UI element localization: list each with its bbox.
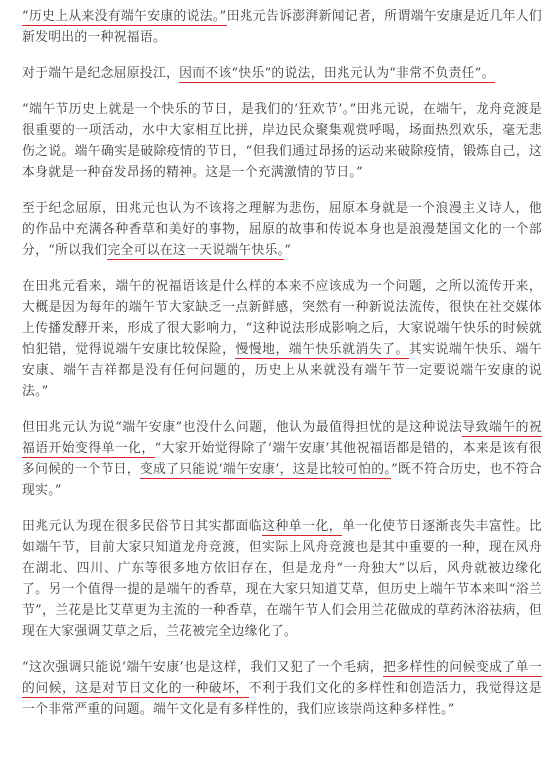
paragraph-text: 田兆元告诉澎湃新闻记者，所谓端午安康是近几年人们新发明出的一种祝福语。 [22, 9, 542, 45]
highlighted-text: 这种单一化， [262, 519, 343, 534]
highlighted-text: 完全可以在这一天说端午快乐。 [107, 243, 285, 258]
highlighted-text: 因而不该“快乐”的说法，田兆元认为“非常不负责任”。 [179, 66, 495, 81]
article-paragraph [22, 63, 542, 84]
article-paragraph [22, 276, 542, 402]
paragraph-text: 不利于我们文化的多样性和创造活力，我觉得这是一个非常严重的问题。端午文化是有多样性的，我们应该崇尚这种多样性。” [22, 681, 542, 717]
article-paragraph [22, 99, 542, 183]
article-paragraph [22, 6, 542, 48]
article-body [22, 6, 542, 735]
paragraph-text: 其实说端午快乐、端午安康、端午吉祥都是没有任何问题的，历史上从来就没有端午节一定要说端午安康的说法。” [22, 342, 543, 399]
paragraph-text: 在田兆元看来，端午的祝福语该是什么样的本来不应该成为一个问题，之所以流传开来，大概是因为每年的端午节大家缺乏一点新鲜感，突然有一种新说法流传，很快在社交媒体上传播发酵开来，形成了很大影响力，“这种说法形成影响之后，大家说端午快乐的时候就怕犯错，觉得说端午安康比较保险， [22, 279, 542, 357]
highlighted-text: 变成了只能说‘端午安康’，这是比较可怕的。 [139, 462, 392, 477]
article-paragraph [22, 417, 542, 501]
paragraph-text: 对于端午是纪念屈原投江， [22, 66, 180, 81]
article-paragraph [22, 198, 542, 261]
paragraph-text: 但田兆元认为说“端午安康”也没什么问题，他认为最值得担忧的是这种说法 [22, 420, 463, 435]
paragraph-text: ”既不符合历史，也不符合现实。” [22, 462, 542, 498]
paragraph-text: 单一化使节日逐渐丧失丰富性。比如端午节，目前大家只知道龙舟竞渡，但实际上风舟竞渡也是其中重要的一种，现在风舟在湖北、四川、广东等很多地方依旧存在，但是龙舟“一舟独大”以后，风舟就被边缘化了。另一个值得一提的是端午的香草，现在大家只知道艾草，但历史上端午节本来叫“浴兰节”，兰花是比艾草更为主流的一种香草，在端午节人们会用兰花做成的草药沐浴祛病，但现在大家强调艾草之后，兰花被完全边缘化了。 [22, 519, 542, 639]
highlighted-text: “历史上从来没有端午安康的说法。” [22, 9, 227, 24]
paragraph-text: “端午节历史上就是一个快乐的节日，是我们的‘狂欢节’。”田兆元说，在端午，龙舟竞渡是很重要的一项活动，水中大家相互比拼，岸边民众聚集观赏呼喝，场面热烈欢乐，毫无悲伤之说。端午确实是破除疫情的节日，“但我们通过昂扬的运动来破除疫情，锻炼自己，这本身就是一种奋发昂扬的精神。这是一个充满激情的节日。” [22, 102, 542, 180]
highlighted-text: 把多样性的问候变成了单一的问候，这是对节日文化的一种破坏， [22, 660, 542, 696]
highlighted-text: 慢慢地，端午快乐就消失了。 [235, 342, 409, 357]
paragraph-text: 至于纪念屈原，田兆元也认为不该将之理解为悲伤，屈原本身就是一个浪漫主义诗人，他的作品中充满各种香草和美好的事物，屈原的故事和传说本身也是浪漫楚国文化的一个部分，“所以我们 [22, 201, 542, 258]
paragraph-text: “大家开始觉得除了‘端午安康’其他祝福语都是错的，本来是该有很多问候的一个节日， [22, 441, 542, 477]
paragraph-text: ” [284, 243, 292, 258]
article-paragraph [22, 516, 542, 642]
highlighted-text: 导致端午的祝福语开始变得单一化， [22, 420, 542, 456]
paragraph-text: 田兆元认为现在很多民俗节日其实都面临 [22, 519, 263, 534]
paragraph-text: “这次强调只能说‘端午安康’也是这样，我们又犯了一个毛病， [22, 660, 383, 675]
article-paragraph [22, 657, 542, 720]
